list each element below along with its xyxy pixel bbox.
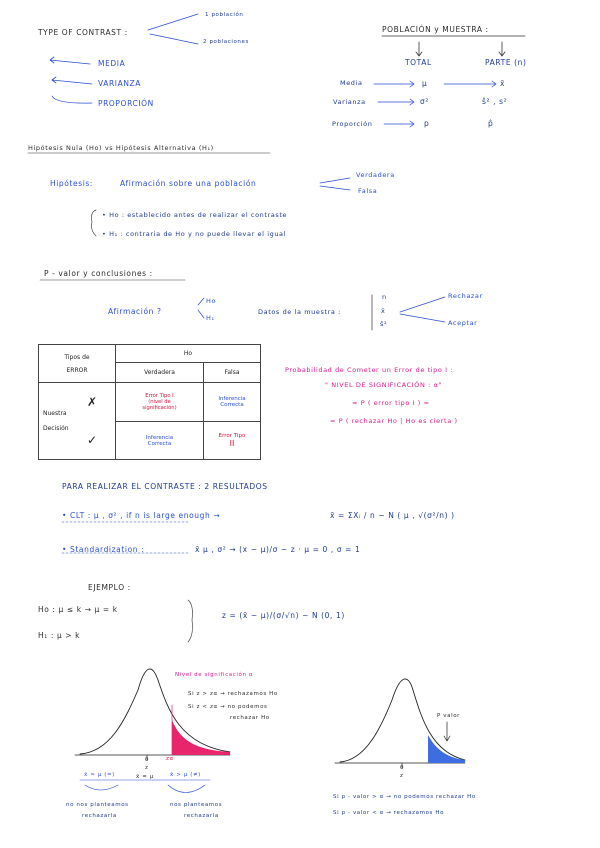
graf-b1: no nos planteamos [66, 802, 129, 808]
table-check-mark: ✓ [87, 433, 98, 447]
pvalor-aceptar: Aceptar [448, 319, 478, 327]
table-cross-mark: ✗ [87, 395, 98, 409]
row-prop-sample: p̂ [488, 119, 494, 128]
graf-p2: Si p - valor < α → rechazamos Ho [333, 810, 445, 816]
arrow-line [148, 14, 198, 30]
table-tipos-label: Tipos de [64, 353, 90, 361]
row-var-label: Varianza [333, 98, 366, 106]
graf-b2: nos planteamos [170, 802, 223, 808]
row-media-label: Media [340, 79, 363, 87]
poblacion-parte: PARTE (n) [485, 58, 527, 67]
realizar-heading: PARA REALIZAR EL CONTRASTE : 2 RESULTADOS [62, 482, 268, 491]
poblacion-total: TOTAL [405, 58, 432, 67]
arrow-line [50, 57, 90, 64]
prob-line2: " NIVEL DE SIGNIFICACIÓN : α" [325, 381, 443, 389]
contrast-title: TYPE OF CONTRAST : [38, 28, 128, 37]
cell-text: Correcta [220, 402, 244, 408]
realizar-clt: • CLT : μ , σ² , if n is large enough → [62, 511, 221, 520]
hipotesis-h1: • H₁ : contraria de Ho y no puede llevar el igual [102, 230, 287, 238]
row-var-pop: σ² [420, 97, 429, 106]
hipotesis-h0: • Ho : establecido antes de realizar el contraste [102, 211, 288, 219]
graf-zero: 0 [145, 757, 150, 763]
hipotesis-def-text: Afirmación sobre una población [120, 179, 257, 188]
contrast-opt1: 1 población [205, 12, 244, 18]
arrow-line [52, 77, 92, 84]
cell-text: Error Tipo [218, 433, 246, 439]
poblacion-title: POBLACIÓN y MUESTRA : [382, 25, 489, 34]
error-types-table [38, 344, 261, 460]
pvalor-h1: H₁ [206, 314, 215, 322]
contrast-opt2: 2 poblaciones [203, 39, 249, 45]
pvalor-n: n [382, 293, 387, 301]
graf-x: x̄ = μ [136, 774, 154, 780]
pvalor-heading: P - valor y conclusiones : [44, 269, 153, 278]
pvalor-ho: Ho [206, 297, 217, 305]
table-cell-error-tipo-1 [116, 383, 204, 422]
graf-pvalor: P valor [437, 713, 461, 719]
contrast-media: MEDIA [98, 59, 126, 68]
pvalor-afirmacion: Afirmación ? [108, 307, 162, 316]
graf-nivel: Nivel de significación α [175, 672, 254, 678]
cell-text: significación) [142, 405, 177, 411]
pvalor-xbar: x̄ [381, 307, 386, 315]
graf-a2: x̄ > μ (≠) [170, 772, 201, 778]
graf-r2b: rechazar Ho [230, 715, 270, 721]
rejection-area-left [172, 720, 230, 755]
table-row-header [39, 383, 116, 460]
graf-a1: x̄ ≈ μ (=) [84, 772, 115, 778]
ejemplo-h0: Ho : μ ≤ k → μ = k [38, 605, 118, 614]
hipotesis-falsa: Falsa [358, 187, 378, 195]
table-header-tipos [39, 345, 116, 383]
table-falsa-label: Falsa [224, 369, 240, 376]
hipotesis-def-label: Hipótesis: [50, 179, 94, 188]
graf-r1: Si z > zα → rechazamos Ho [188, 691, 278, 697]
realizar-std-formula: x̄ μ , σ² → (x − μ)/σ ~ z · μ = 0 , σ = 1 [195, 545, 361, 554]
graf-b1b: rechazarla [82, 813, 117, 819]
hipotesis-heading: Hipótesis Nula (Ho) vs Hipótesis Alternativa (H₁) [28, 144, 214, 152]
graf-r2: Si z < zα → no podemos [188, 704, 268, 710]
graf-p1: Si p - valor > α → no podemos rechazar Ho [333, 794, 476, 800]
row-var-sample: ŝ² , s² [482, 97, 508, 106]
ejemplo-h1: H₁ : μ > k [38, 631, 81, 640]
cell-text: Error Tipo I [145, 393, 174, 399]
row-media-pop: μ [422, 79, 428, 88]
cell-text: Correcta [147, 440, 172, 447]
right-normal-curve [335, 679, 465, 768]
graf-z-right: z [400, 773, 404, 779]
contrast-proporcion: PROPORCIÓN [98, 99, 154, 108]
graf-z: z [145, 765, 149, 771]
row-prop-pop: p [424, 119, 430, 128]
cell-text: Inferencia [218, 396, 246, 402]
table-cell-inferencia-1 [204, 383, 261, 422]
prob-line3: = P ( error tipo I ) = [352, 399, 430, 407]
arrow-line [150, 34, 198, 44]
pvalor-rechazar: Rechazar [448, 292, 483, 300]
pvalor-datos: Datos de la muestra : [258, 308, 341, 316]
realizar-clt-formula: x̄ = ΣXᵢ / n ~ N ( μ , √(σ²/n) ) [330, 511, 455, 520]
table-verdadera-label: Verdadera [116, 363, 204, 382]
ejemplo-heading: EJEMPLO : [88, 583, 131, 592]
prob-line1: Probabilidad de Cometer un Error de tipo I : [285, 366, 454, 374]
table-error-label: ERROR [66, 366, 88, 374]
contrast-varianza: VARIANZA [98, 79, 142, 88]
table-cell-inferencia-2 [116, 422, 204, 460]
table-cell-error-tipo-2 [204, 422, 261, 460]
arrow-line [52, 96, 92, 103]
cell-text: Inferencia [145, 434, 174, 441]
table-header-ho [116, 345, 261, 383]
graf-zalpha: zα [166, 756, 174, 762]
pvalor-s2: ŝ² [380, 320, 388, 328]
row-prop-label: Proporción [332, 120, 373, 128]
cell-text: (nivel de [148, 399, 171, 405]
row-media-sample: x̄ [500, 79, 506, 88]
graf-b2b: rechazarla [184, 813, 219, 819]
table-ho-label: Ho [116, 345, 260, 363]
graf-zero-right: 0 [400, 765, 405, 771]
hipotesis-verdadera: Verdadera [356, 171, 395, 179]
table-nuestra-label: Nuestra [43, 410, 67, 417]
prob-line4: = P ( rechazar Ho | Ho es cierta ) [330, 417, 458, 425]
realizar-std: • Standardization : [62, 545, 145, 554]
table-decision-label: Decisión [43, 425, 69, 432]
ejemplo-z: z = (x̄ − μ)/(σ/√n) ~ N (0, 1) [222, 611, 345, 620]
cell-text: II [229, 439, 235, 448]
